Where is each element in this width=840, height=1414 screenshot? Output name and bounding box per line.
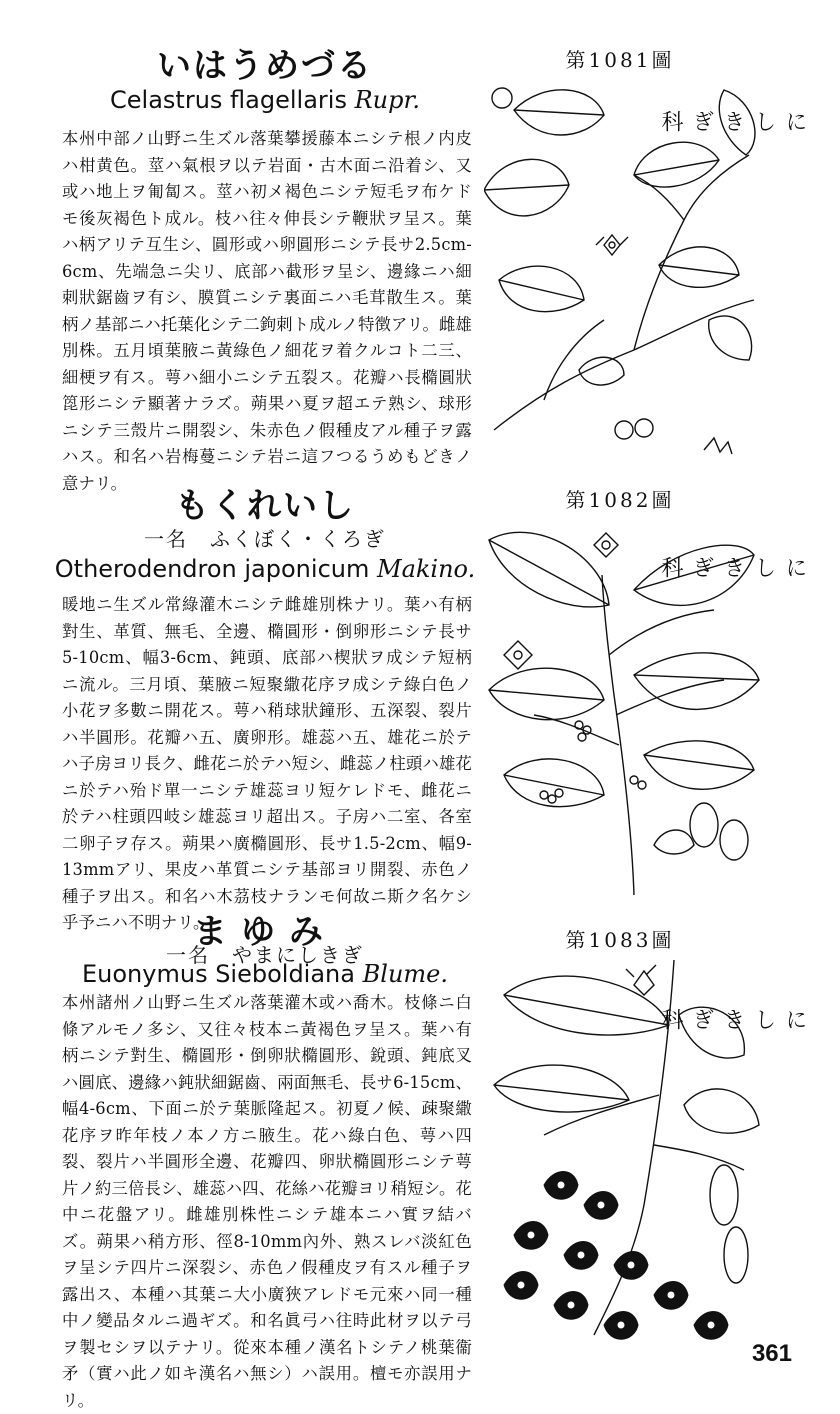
figure-label: 第1081圖	[565, 48, 675, 72]
figure-label: 第1083圖	[565, 928, 675, 952]
figure-label: 第1082圖	[565, 488, 675, 512]
author: Rupr.	[354, 86, 420, 114]
binomial: Otherodendron japonicum	[54, 555, 370, 583]
alternate-name: 一名 ふくぼく・くろぎ	[144, 527, 386, 551]
binomial: Euonymus Sieboldiana	[82, 960, 355, 988]
illustration-euonymus	[484, 955, 764, 1355]
illustration-otherodendron	[484, 515, 764, 895]
scientific-name	[40, 86, 490, 114]
family-label: にしきぎ科	[658, 110, 807, 134]
binomial: Celastrus flagellaris	[110, 86, 347, 114]
description: 暖地ニ生ズル常綠灌木ニシテ雌雄別株ナリ。葉ハ有柄對生、革質、無毛、全邊、橢圓形・倒卵形ニシテ長サ5-10cm、幅3-6cm、鈍頭、底部ハ楔狀ヲ成シテ短柄ニ流ル。三月頃、葉腋ニ短聚繖花序ヲ成シテ綠白色ノ小花ヲ多數ニ開花ス。萼ハ稍球狀鐘形、五深裂、裂片ハ半圓形。花瓣ハ五、廣卵形。雄蕊ハ五、雄花ニ於テハ子房ヨリ長ク、雌花ニ於テハ短シ、雌蕊ノ柱頭ハ雄花ニ於テハ殆ド單一ニシテ雄蕊ヨリ短ケレドモ、雌花ニ於テハ柱頭四岐シ雄蕊ヨリ超出ス。子房ハ二室、各室二卵子ヲ存ス。蒴果ハ廣橢圓形、長サ1.5-2cm、幅9-13mmアリ、果皮ハ革質ニシテ基部ヨリ開裂、赤色ノ種子ヲ出ス。和名ハ木茘枝ナランモ何故ニ斯ク名ケシ乎予ニハ不明ナリ。	[62, 595, 472, 932]
author: Blume.	[362, 960, 448, 988]
family-label: にしきぎ科	[658, 556, 807, 580]
author: Makino.	[377, 555, 476, 583]
description: 本州中部ノ山野ニ生ズル落葉攀援藤本ニシテ根ノ内皮ハ柑黄色。莖ハ氣根ヲ以テ岩面・古木面ニ沿着シ、又或ハ地上ヲ匍匐ス。莖ハ初メ褐色ニシテ短毛ヲ布ケドモ後灰褐色ト成ル。枝ハ往々伸長シテ鞭狀ヲ呈ス。葉ハ柄アリテ互生シ、圓形或ハ卵圓形ニシテ長サ2.5cm-6cm、先端急ニ尖リ、底部ハ截形ヲ呈シ、邊緣ニハ細刺狀鋸齒ヲ有シ、膜質ニシテ裏面ニハ毛茸散生ス。葉柄ノ基部ニハ托葉化シテ二鉤刺ト成ルノ特徴アリ。雌雄別株。五月頃葉腋ニ黃綠色ノ細花ヲ着クルコト二三、細梗ヲ有ス。萼ハ細小ニシテ五裂ス。花瓣ハ長橢圓狀箆形ニシテ顯著ナラズ。蒴果ハ夏ヲ超エテ熟シ、球形ニシテ三殼片ニ開裂シ、朱赤色ノ假種皮アル種子ヲ露ハス。和名ハ岩梅蔓ニシテ岩ニ這フつるうめもどきノ意ナリ。	[62, 129, 472, 493]
page-number: 361	[751, 1340, 792, 1367]
illustration-celastrus	[484, 70, 764, 470]
description: 本州諸州ノ山野ニ生ズル落葉灌木或ハ喬木。枝條ニ白條アルモノ多シ、又往々枝本ニ黃褐色ヲ呈ス。葉ハ有柄ニシテ對生、橢圓形・倒卵狀橢圓形、銳頭、鈍底叉ハ圓底、邊緣ハ鈍狀細鋸齒、兩面無毛、長サ6-15cm、幅4-6cm、下面ニ於テ葉脈隆起ス。初夏ノ候、疎聚繖花序ヲ昨年枝ノ本ノ方ニ腋生。花ハ綠白色、萼ハ四裂、裂片ハ半圓形全邊、花瓣四、卵狀橢圓形ニシテ萼片ノ約三倍長シ、雄蕊ハ四、花絲ハ花瓣ヨリ稍短シ。花中ニ花盤アリ。雌雄別株性ニシテ雄本ニハ實ヲ結バズ。蒴果ハ稍方形、徑8-10mm內外、熟スレバ淡紅色ヲ呈シテ四片ニ深裂シ、赤色ノ假種皮ヲ有スル種子ヲ露出ス、本種ハ其葉ニ大小廣狹アレドモ元來ハ同一種中ノ變品タルニ過ギズ。和名眞弓ハ往時此材ヲ以テ弓ヲ製セシヲ以テナリ。從來本種ノ漢名トシテノ桃葉衞矛（實ハ此ノ如キ漢名ハ無シ）ハ誤用。檀モ亦誤用ナリ。	[62, 993, 472, 1410]
scientific-name	[40, 960, 490, 988]
species-title: まゆみ	[193, 912, 337, 952]
species-title: いはうめづる	[157, 46, 373, 86]
alternate-name: 一名 やまにしきぎ	[166, 943, 364, 967]
scientific-name	[40, 555, 490, 583]
family-label: にしきぎ科	[658, 1008, 807, 1032]
species-title: もくれいし	[175, 486, 355, 526]
